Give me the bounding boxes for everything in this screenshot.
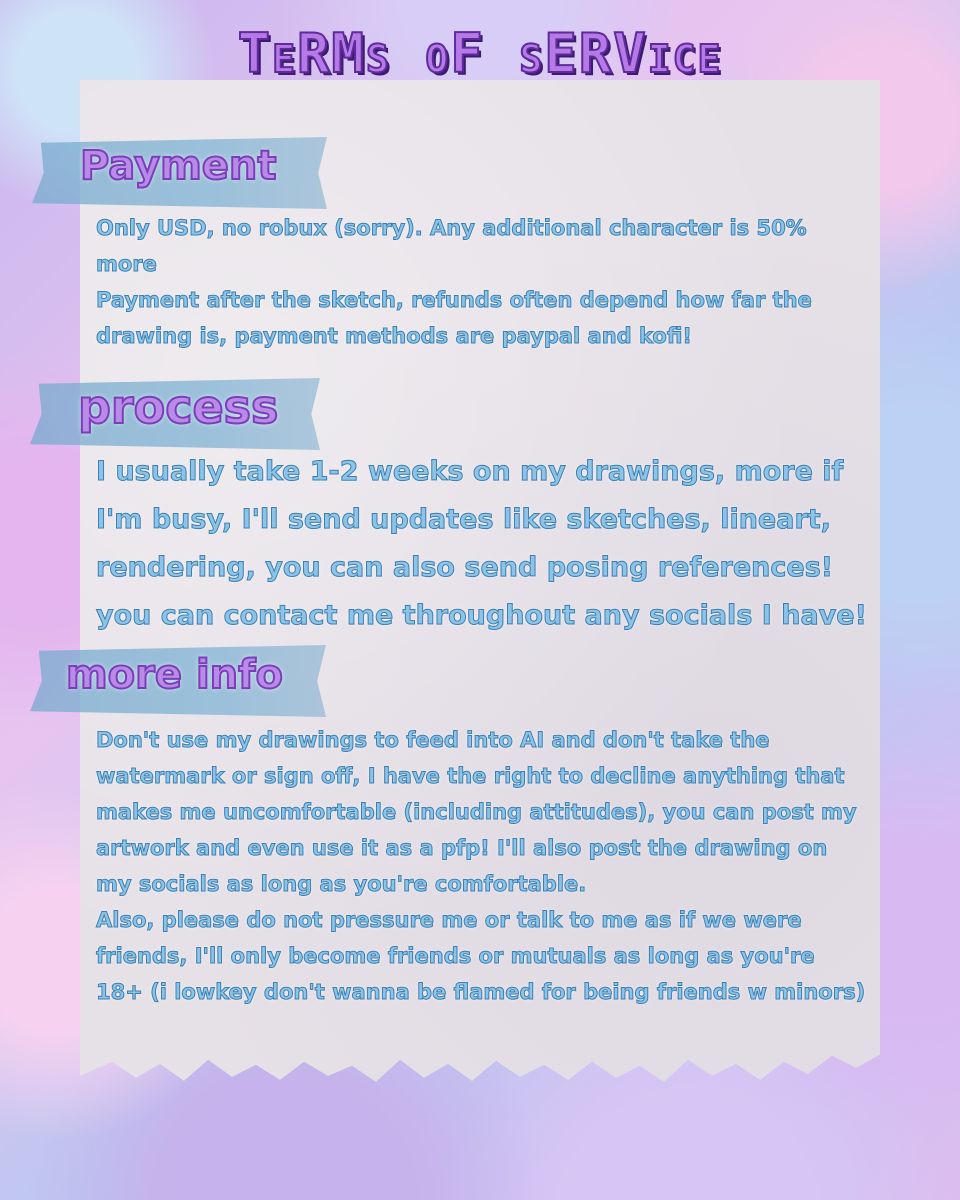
section-body-process — [96, 448, 886, 640]
page-title: TeRMs oF sERVice — [237, 22, 723, 85]
more-info-paragraph-1: Don't use my drawings to feed into AI and don't take the watermark or sign off, I have the right to decline anything that makes me uncomfortable (including attitudes), you can post my artwork and even use it as a pfp! I'll also post the drawing on my socials as long as you're comfortable. — [96, 728, 857, 896]
more-info-paragraph-2: Also, please do not pressure me or talk to me as if we were friends, I'll only become friends or mutuals as long as you're 18+ (i lowkey don't wanna be flamed for being friends w minors) — [96, 908, 866, 1004]
section-body-more-info — [96, 722, 866, 1010]
section-heading-process: process — [78, 380, 279, 434]
section-heading-payment: Payment — [80, 143, 277, 189]
payment-paragraph-1: Only USD, no robux (sorry). Any additional character is 50% more — [96, 216, 807, 276]
section-heading-more-info: more info — [66, 652, 284, 698]
process-paragraph-1: I usually take 1-2 weeks on my drawings, more if I'm busy, I'll send updates like sketches, lineart, rendering, you can also send posing references! you can contact me throughout any socials I have! — [96, 456, 867, 631]
section-body-payment — [96, 210, 866, 354]
payment-paragraph-2: Payment after the sketch, refunds often depend how far the drawing is, payment methods are paypal and kofi! — [96, 288, 812, 348]
